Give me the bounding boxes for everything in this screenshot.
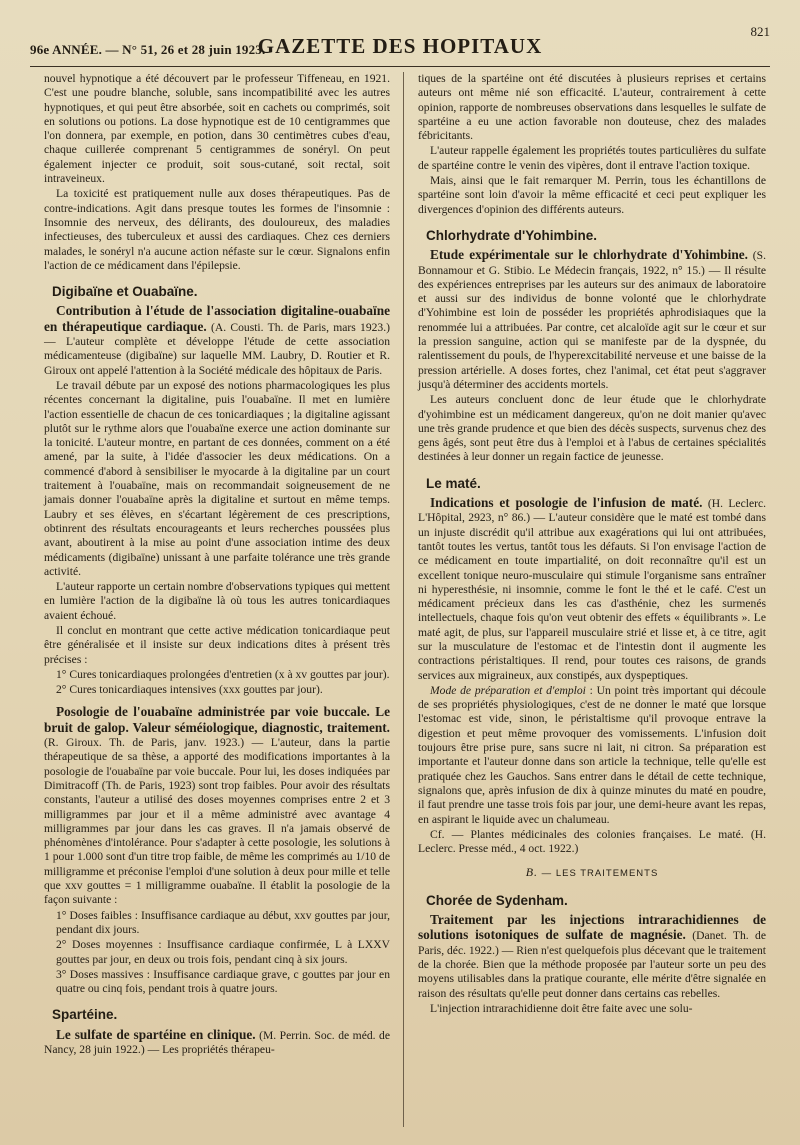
paragraph: L'auteur rappelle également les propriétés toutes particulières du sulfate de spartéine contre le venin des vipères, dont il entrave l'action toxique.: [418, 144, 766, 172]
cf-note: Cf. — Plantes médicinales des colonies françaises. Le maté. (H. Leclerc. Presse méd., 4 oct. 1922.): [418, 827, 766, 856]
list-item: 2° Cures tonicardiaques intensives (xxx gouttes par jour).: [56, 683, 323, 697]
article-title: Indications et posologie de l'infusion de maté.: [430, 495, 703, 511]
paragraph: L'auteur rapporte un certain nombre d'observations typiques qui mettent en lumière l'action de la digibaïne là où tous les autres tonicardiaques avaient échoué.: [44, 580, 390, 622]
article-reference: (A. Cousti. Th. de Paris, mars 1923.) — L'auteur complète et développe l'étude de cette association médicamenteuse (digibaïne) sur laquelle MM. Laubry, D. Routier et R. Giroux ont appelé l'attention à la Société médicale des hôpitaux de Paris.: [44, 320, 390, 377]
paragraph: [418, 684, 766, 827]
issue-line: 96e ANNÉE. — N° 51, 26 et 28 juin 1923.: [30, 42, 266, 57]
subsection-heading: [418, 865, 766, 881]
article-reference: (Danet. Th. de Paris, déc. 1922.) — Rien n'est quelquefois plus décevant que le traitement de la chorée. Bien que la méthode proposée par l'auteur sorte un peu des moyens utilisables dans la pratique courante, elle mérite d'être signalée en raison des résultats qu'elle peut donner dans certains cas rebelles.: [418, 929, 766, 1000]
paragraph: nouvel hypnotique a été découvert par le professeur Tiffeneau, en 1921. C'est une poudre blanche, soluble, sans incompatibilité avec les autres hypnotiques, et qui peut être absorbée, soit en cachets ou comprimés, soit en solutions ou potions. La dose hypnotique est de 10 centigrammes que l'on donnera, par exemple, en potion, dans 30 centimètres cubes d'eau, chaque cuillerée comprenant 5 centigrammes de sonéryl. On peut également injecter ce produit, soit sous-cutané, soit rectal, soit intraveineux.: [44, 72, 390, 186]
list-item: 1° Doses faibles : Insuffisance cardiaque au début, xxv gouttes par jour, pendant dix jours.: [56, 908, 390, 936]
paragraph-text: : Un point très important qui découle de ses propriétés physiologiques, c'est de ne donner le maté que lorsque l'estomac est vide, sinon, le péristaltisme qu'il provoque entrave la digestion et peut même provoquer des vomissements. L'infusion doit toujours être prise pure, sans sucre ni lait, ni citron. Sa préparation est importante et l'auteur donne dans son article la technique, telle qu'elle est pratiquée chez les Gauchos. Sans entrer dans le détail de cette technique, signalons que, après infusion de dix à quinze minutes du maté en poudre, il faut prendre une tasse trois fois par jour, une demi-heure avant les repas, en aspirant le liquide avec un chalumeau.: [418, 683, 766, 826]
paragraph: Les auteurs concluent donc de leur étude que le chlorhydrate d'yohimbine est un médicament dangereux, qu'on ne doit manier qu'avec une très grande prudence et que bien des décès suspects, survenus chez des gens âgés, sont peut être dus à l'emploi et à l'abus de certaines spécialités destinées à leur donner un regain factice de jeunesse.: [418, 393, 767, 464]
page-number: 821: [750, 24, 770, 39]
subsection-letter: B.: [525, 865, 539, 880]
article-reference: (M. Perrin. Soc. de méd. de Nancy, 28 juin 1922.) — Les propriétés thérapeu-: [44, 1028, 390, 1056]
article: [44, 304, 390, 377]
section-heading: Chlorhydrate d'Yohimbine.: [426, 227, 597, 243]
paragraph: tiques de la spartéine ont été discutées à plusieurs reprises et certains auteurs ont même nié son efficacité. L'auteur, contrairement à cette opinion, rapporte de nombreuses observations dans lesquelles le sulfate de spartéine a eu une action favorable non douteuse, chez des malades fébricitants.: [418, 72, 766, 143]
list-item: 3° Doses massives : Insuffisance cardiaque grave, c gouttes par jour en quatre ou cinq fois, pendant trois à quatre jours.: [56, 967, 390, 996]
paragraph: Le travail débute par un exposé des notions pharmacologiques les plus récentes concernant la digitaline, puis l'ouabaïne. Il met en lumière l'action essentielle de chacun de ces tonicardiaques ; la digitaline agissant plutôt sur le rythme alors que l'ouabaïne exerce une action dominante sur la tonicité. L'auteur montre, en partant de ces données, comment on a été amené, par la suite, à l'idée d'associer les deux médications. On a commencé d'abord à sensibiliser le myocarde à la digitaline par un court traitement à l'ouabaïne, mais on recommandait soigneusement de ne jamais donner l'ouabaïne après la digitaline et surtout en même temps. Laubry et ses élèves, en s'écartant légèrement de ces prescriptions, obtinrent des résultats encourageants et leurs recherches poussées plus avant, aboutirent à la mise au point d'une association intime des deux médicaments (digibaïne) unissant à une parfaite tolérance une très grande activité.: [44, 378, 390, 578]
paragraph: Mais, ainsi que le fait remarquer M. Perrin, tous les échantillons de spartéine sont loin d'avoir la même efficacité et ceci peut expliquer les divergences d'opinion des différents auteurs.: [418, 174, 766, 216]
section-heading: Spartéine.: [52, 1007, 118, 1023]
article: [44, 1028, 390, 1058]
paragraph: La toxicité est pratiquement nulle aux doses thérapeutiques. Pas de contre-indications. Agit dans presque toutes les formes de l'insomnie : Insomnie des nerveux, des délirants, des douloureux, des maladies infectieuses, des tuberculeux et aussi des cardiaques. Chez ces derniers malades, le sonéryl n'a aucune action néfaste sur le cœur. Signalons enfin l'action de ce médicament dans l'épilepsie.: [44, 187, 390, 272]
journal-title: GAZETTE DES HOPITAUX: [257, 34, 543, 58]
article-title: Traitement par les injections intrarachidiennes de solutions isotoniques de sulfate de magnésie.: [418, 912, 766, 943]
article-title: Posologie de l'ouabaïne administrée par voie buccale. Le bruit de galop. Valeur séméiologique, diagnostic, traitement.: [44, 704, 390, 735]
section-heading: Chorée de Sydenham.: [426, 892, 568, 908]
article: [44, 705, 390, 907]
list-item: 2° Doses moyennes : Insuffisance cardiaque confirmée, L à LXXV gouttes par jour, en deux ou trois fois, pendant cinq à six jours.: [56, 938, 390, 966]
article: [418, 913, 766, 1001]
paragraph: L'injection intrarachidienne doit être faite avec une solu-: [430, 1001, 693, 1015]
column-divider: [403, 72, 404, 1127]
paragraph: Il conclut en montrant que cette active médication tonicardiaque peut être généralisée et il insiste sur deux indications dites à présent très précises :: [44, 623, 390, 666]
section-heading: Le maté.: [426, 475, 481, 491]
article: [418, 248, 766, 392]
article-reference: (R. Giroux. Th. de Paris, janv. 1923.) — L'auteur, dans la partie thérapeutique de sa thèse, a apporté des modifications importantes à la posologie de l'ouabaïne par voie buccale. Pour lui, les doses indiquées par Dimitracoff (Th. de Paris, 1923) sont trop faibles. Pour avoir des résultats constants, l'auteur a utilisé des doses moyennes comprises entre 2 et 3 milligrammes par jour et il a même administré avec avantage 4 milligrammes par jour dans les cas graves. Il n'a jamais observé de phénomènes d'intolérance. Pour s'adapter à cette posologie, les solutions à 1 pour 1.000 sont d'un titre trop faible, de même les comprimés au 1/10 de milligramme et préconise l'emploi d'une solution à deux pour mille et telle que xxv gouttes = 1 milligramme ouabaïne. Il établit la posologie de la façon suivante :: [44, 736, 390, 907]
page-header: [30, 20, 770, 67]
article-title: Etude expérimentale sur le chlorhydrate d'Yohimbine.: [430, 247, 748, 263]
right-column: [418, 72, 766, 1017]
article: [418, 496, 766, 683]
article-title: Contribution à l'étude de l'association digitaline-ouabaïne en thérapeutique cardiaque.: [44, 303, 390, 334]
article-reference: (S. Bonnamour et G. Stibio. Le Médecin français, 1922, n° 15.) — Il résulte des expériences entreprises par les auteurs sur des animaux de laboratoire et aussi sur des individus de bonne volonté que le chlorhydrate d'Yohimbine est loin de posséder les propriétés aphrodisiaques que la renommée lui a attribuées. Par contre, cet alcaloïde agit sur le cœur et sur la pression sanguine, action qui se manifeste par de la dyspnée, du ralentissement du pouls, de l'hyperexcitabilité nerveuse et une baisse de la pression artérielle. A doses fortes, chez l'animal, cet état peut s'aggraver jusqu'à déterminer des accidents mortels.: [418, 249, 766, 391]
italic-label: Mode de préparation et d'emploi: [430, 683, 586, 697]
article-title: Le sulfate de spartéine en clinique.: [56, 1026, 256, 1042]
article-reference: (H. Leclerc. L'Hôpital, 2923, n° 86.) — L'auteur considère que le maté est tombé dans un injuste discrédit qu'il attribue aux exagérations qui lui ont attribuées, tantôt toutes les vertus, tantôt tous les défauts. Si l'on envisage l'action de ce médicament en toute impartialité, on doit reconnaître qu'il est un excellent tonique neuro-musculaire qui stimule l'organisme sans entraîner ni hyperesthésie, ni insomnie, comme le font le thé et le café. C'est un médicament précieux dans les cas d'asthénie, chez les surmenés intellectuels, chaque fois qu'on veut obtenir des effets « équilibrants ». Le maté agit, de plus, sur l'appareil musculaire strié et lisse et, à ce titre, agit sur la musculature de l'estomac et de l'intestin dont il augmente les contractions péristaltiques. Il rend, pour toutes ces raisons, de grands services aux migraineux, aux constipés, aux dyspeptiques.: [418, 497, 767, 682]
subsection-text: — LES TRAITEMENTS: [538, 868, 659, 880]
list-item: 1° Cures tonicardiaques prolongées d'entretien (x à xv gouttes par jour).: [56, 667, 390, 681]
section-heading: Digibaïne et Ouabaïne.: [52, 284, 198, 300]
left-column: [44, 72, 390, 1058]
